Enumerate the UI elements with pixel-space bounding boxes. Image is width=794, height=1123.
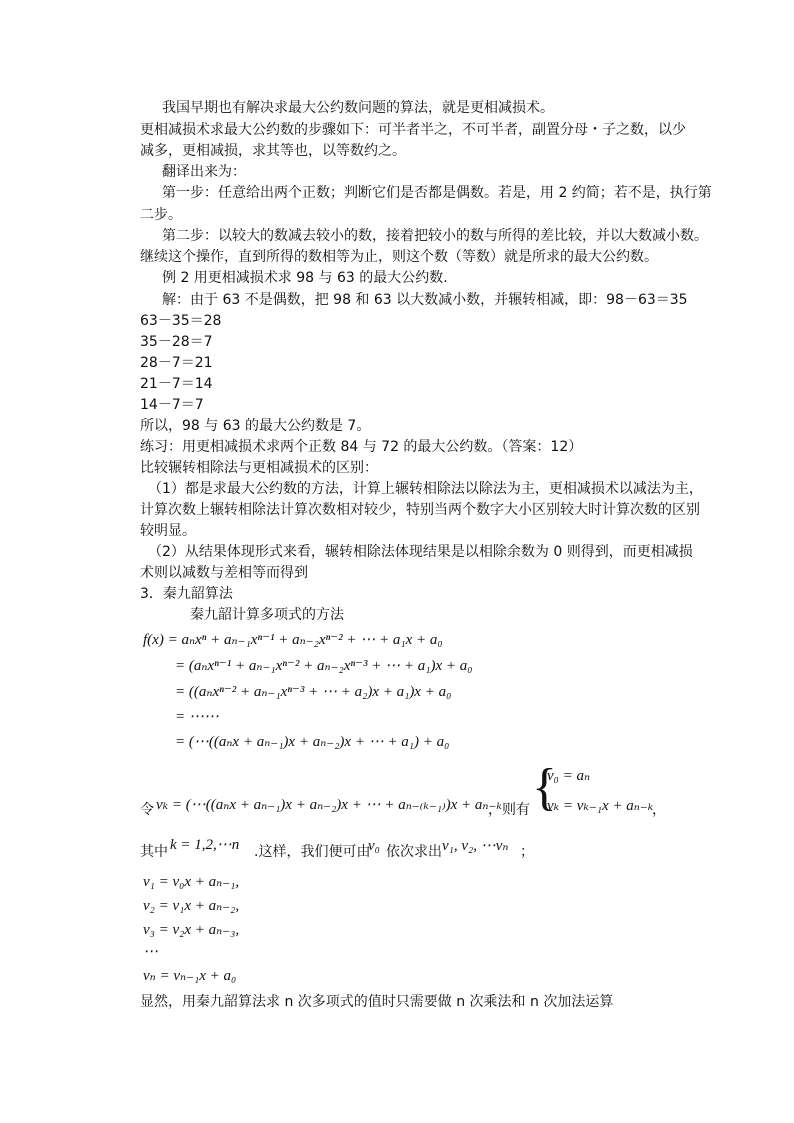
paragraph-step2-line1: 第二步：以较大的数减去较小的数，接着把较小的数与所得的差比较，并以大数减小数。: [162, 228, 708, 244]
section-heading: 3．秦九韶算法: [140, 586, 233, 602]
example-result: 所以，98 与 63 的最大公约数是 7。: [140, 418, 371, 434]
then-label: ，则有: [488, 802, 530, 818]
formula-line: = (aₙxⁿ⁻¹ + aₙ₋₁xⁿ⁻² + aₙ₋₂xⁿ⁻³ + ⋯ + a₁)x + a₀: [175, 658, 473, 674]
section-subtitle: 秦九韶计算多项式的方法: [190, 607, 344, 623]
recurrence-line: v₂ = v₁x + aₙ₋₂,: [143, 898, 240, 914]
subtraction-step: 63－35＝28: [140, 313, 222, 329]
example-solution: 解：由于 63 不是偶数，把 98 和 63 以大数减小数，并辗转相减，即：98－63＝35: [162, 292, 688, 308]
subtraction-step: 14－7＝7: [140, 397, 204, 413]
formula-line: = ⋯⋯: [175, 709, 219, 725]
paragraph-intro: 我国早期也有解决求最大公约数问题的算法，就是更相减损术。: [162, 100, 554, 116]
recurrence-line: vₙ = vₙ₋₁x + a₀: [143, 968, 237, 984]
recurrence-line: ⋯: [143, 944, 158, 960]
v0-symbol: v₀: [368, 838, 380, 854]
comma: ，: [652, 802, 666, 818]
conclusion: 显然，用秦九韶算法求 n 次多项式的值时只需要做 n 次乘法和 n 次加法运算: [140, 994, 614, 1010]
vk-definition: vₖ = (⋯((aₙx + aₙ₋₁)x + aₙ₋₂)x + ⋯ + aₙ₋₍ₖ₋₁₎)x + aₙ₋ₖ: [156, 797, 502, 813]
paragraph-step2-line2: 继续这个操作，直到所得的数相等为止，则这个数（等数）就是所求的最大公约数。: [140, 249, 658, 265]
example-title: 例 2 用更相减损术求 98 与 63 的最大公约数.: [162, 270, 448, 286]
formula-line: = ((aₙxⁿ⁻² + aₙ₋₁xⁿ⁻³ + ⋯ + a₂)x + a₁)x + a₀: [175, 684, 452, 700]
comparison-heading: 比较辗转相除法与更相减损术的区别：: [140, 460, 378, 476]
comparison-point2-line2: 术则以减数与差相等而得到: [140, 565, 308, 581]
paragraph-step1-line1: 第一步：任意给出两个正数；判断它们是否都是偶数。若是，用 2 约简；若不是，执行第: [162, 185, 712, 201]
thus-label: .这样，我们便可由: [254, 844, 371, 860]
subtraction-step: 21－7＝14: [140, 376, 213, 392]
semicolon: ；: [520, 844, 534, 860]
where-label: 其中: [140, 844, 168, 860]
sequentially-label: 依次求出: [386, 844, 442, 860]
exercise: 练习：用更相减损术求两个正数 84 与 72 的最大公约数。（答案：12）: [140, 439, 583, 455]
subtraction-step: 35－28＝7: [140, 334, 213, 350]
k-range: k = 1,2,⋯n: [170, 837, 240, 853]
v-list: v₁, v₂, ⋯vₙ: [442, 838, 509, 854]
paragraph-steps-line2: 减多，更相减损，求其等也，以等数约之。: [140, 143, 406, 159]
left-brace-icon: {: [532, 759, 557, 816]
subtraction-step: 28－7＝21: [140, 355, 213, 371]
formula-line: = (⋯((aₙx + aₙ₋₁)x + aₙ₋₂)x + ⋯ + a₁) + a₀: [175, 734, 450, 750]
let-label: 令: [140, 802, 154, 818]
paragraph-translation: 翻译出来为：: [162, 164, 246, 180]
paragraph-step1-line2: 二步。: [140, 207, 182, 223]
recurrence-line: v₁ = v₀x + aₙ₋₁,: [143, 874, 240, 890]
comparison-point1-line3: 较明显。: [140, 523, 196, 539]
comparison-point2-line1: （2）从结果体现形式来看，辗转相除法体现结果是以相除余数为 0 则得到，而更相减损: [148, 544, 693, 560]
comparison-point1-line1: （1）都是求最大公约数的方法，计算上辗转相除法以除法为主，更相减损术以减法为主，: [148, 481, 703, 497]
system-line: v₀ = aₙ: [547, 768, 591, 784]
comparison-point1-line2: 计算次数上辗转相除法计算次数相对较少，特别当两个数字大小区别较大时计算次数的区别: [140, 502, 700, 518]
formula-line: f(x) = aₙxⁿ + aₙ₋₁xⁿ⁻¹ + aₙ₋₂xⁿ⁻² + ⋯ + a₁x + a₀: [143, 632, 443, 648]
system-line: vₖ = vₖ₋₁x + aₙ₋ₖ: [547, 798, 654, 814]
recurrence-line: v₃ = v₂x + aₙ₋₃,: [143, 922, 240, 938]
paragraph-steps-line1: 更相减损术求最大公约数的步骤如下：可半者半之，不可半者，副置分母・子之数，以少: [140, 122, 686, 138]
